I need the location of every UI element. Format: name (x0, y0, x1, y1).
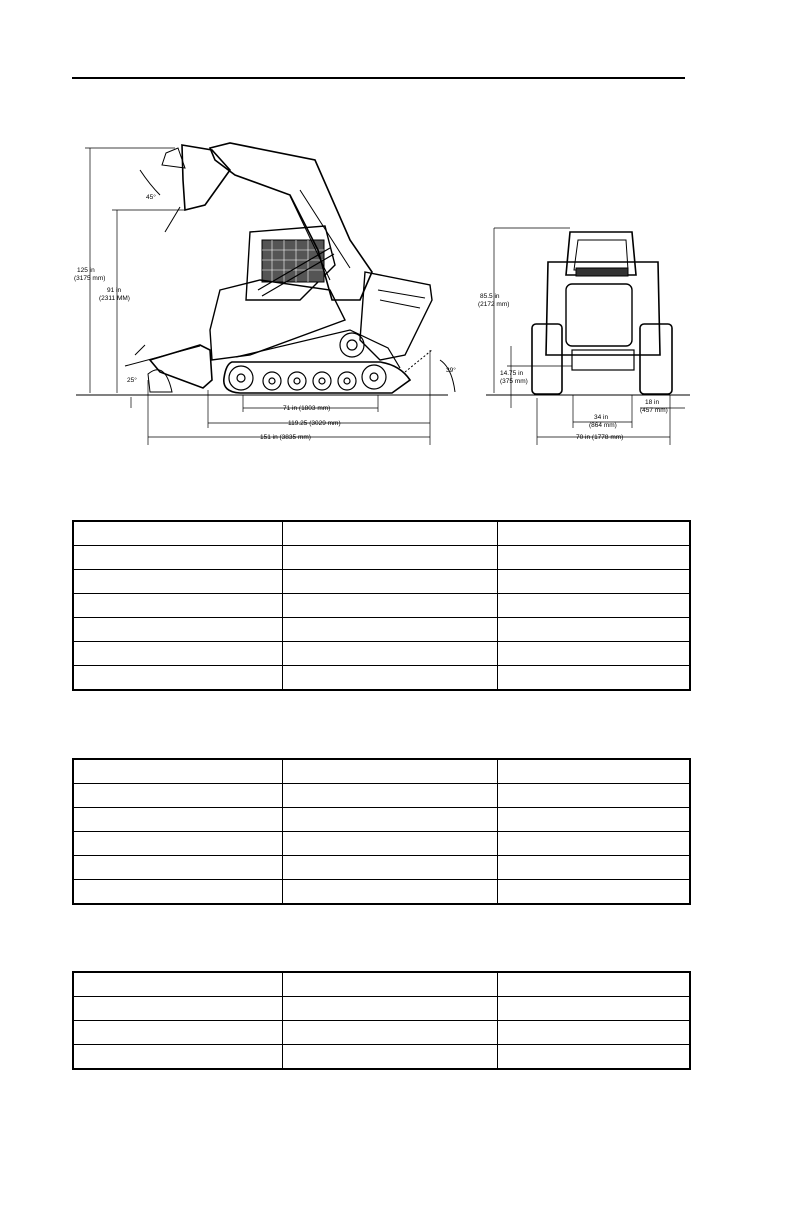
table-row (73, 759, 690, 784)
wheelbase-label: 71 in (1803 mm) (283, 405, 331, 412)
cab-height-in: 85.5 in (480, 293, 500, 300)
overall-length-label: 151 in (3835 mm) (260, 434, 311, 441)
table-row (73, 666, 690, 691)
rollback-angle: 25° (127, 377, 137, 384)
table-row (73, 972, 690, 997)
front-view-loader (532, 232, 672, 394)
track-width-in: 18 in (645, 399, 660, 406)
table-row (73, 784, 690, 808)
overall-height-in: 125 in (77, 267, 95, 274)
table-row (73, 570, 690, 594)
spec-table-2 (72, 758, 691, 905)
table-row (73, 997, 690, 1021)
dimension-drawing (0, 0, 792, 470)
length-no-bucket-label: 119.25 (3029 mm) (288, 420, 341, 427)
overall-height-mm: (3175 mm) (74, 275, 106, 282)
cab-height-mm: (2172 mm) (478, 301, 510, 308)
hinge-height-mm: (2311 MM) (99, 295, 130, 302)
table-row (73, 808, 690, 832)
table-row (73, 1045, 690, 1070)
table-row (73, 546, 690, 570)
track-width-mm: (457 mm) (640, 407, 668, 414)
track-center-in: 34 in (594, 414, 609, 421)
overall-width-label: 70 in (1778 mm) (576, 434, 624, 441)
table-row (73, 618, 690, 642)
table-row (73, 521, 690, 546)
track-center-mm: (864 mm) (589, 422, 617, 429)
table-row (73, 880, 690, 905)
side-view-loader (125, 143, 455, 393)
table-row (73, 642, 690, 666)
clearance-in: 14.75 in (500, 370, 524, 377)
dump-angle: 45° (146, 194, 156, 201)
table-row (73, 1021, 690, 1045)
spec-table-1 (72, 520, 691, 691)
departure-angle: 39° (446, 367, 456, 374)
table-row (73, 594, 690, 618)
clearance-mm: (375 mm) (500, 378, 528, 385)
hinge-height-in: 91 in (107, 287, 122, 294)
table-row (73, 856, 690, 880)
table-row (73, 832, 690, 856)
spec-table-3 (72, 971, 691, 1070)
